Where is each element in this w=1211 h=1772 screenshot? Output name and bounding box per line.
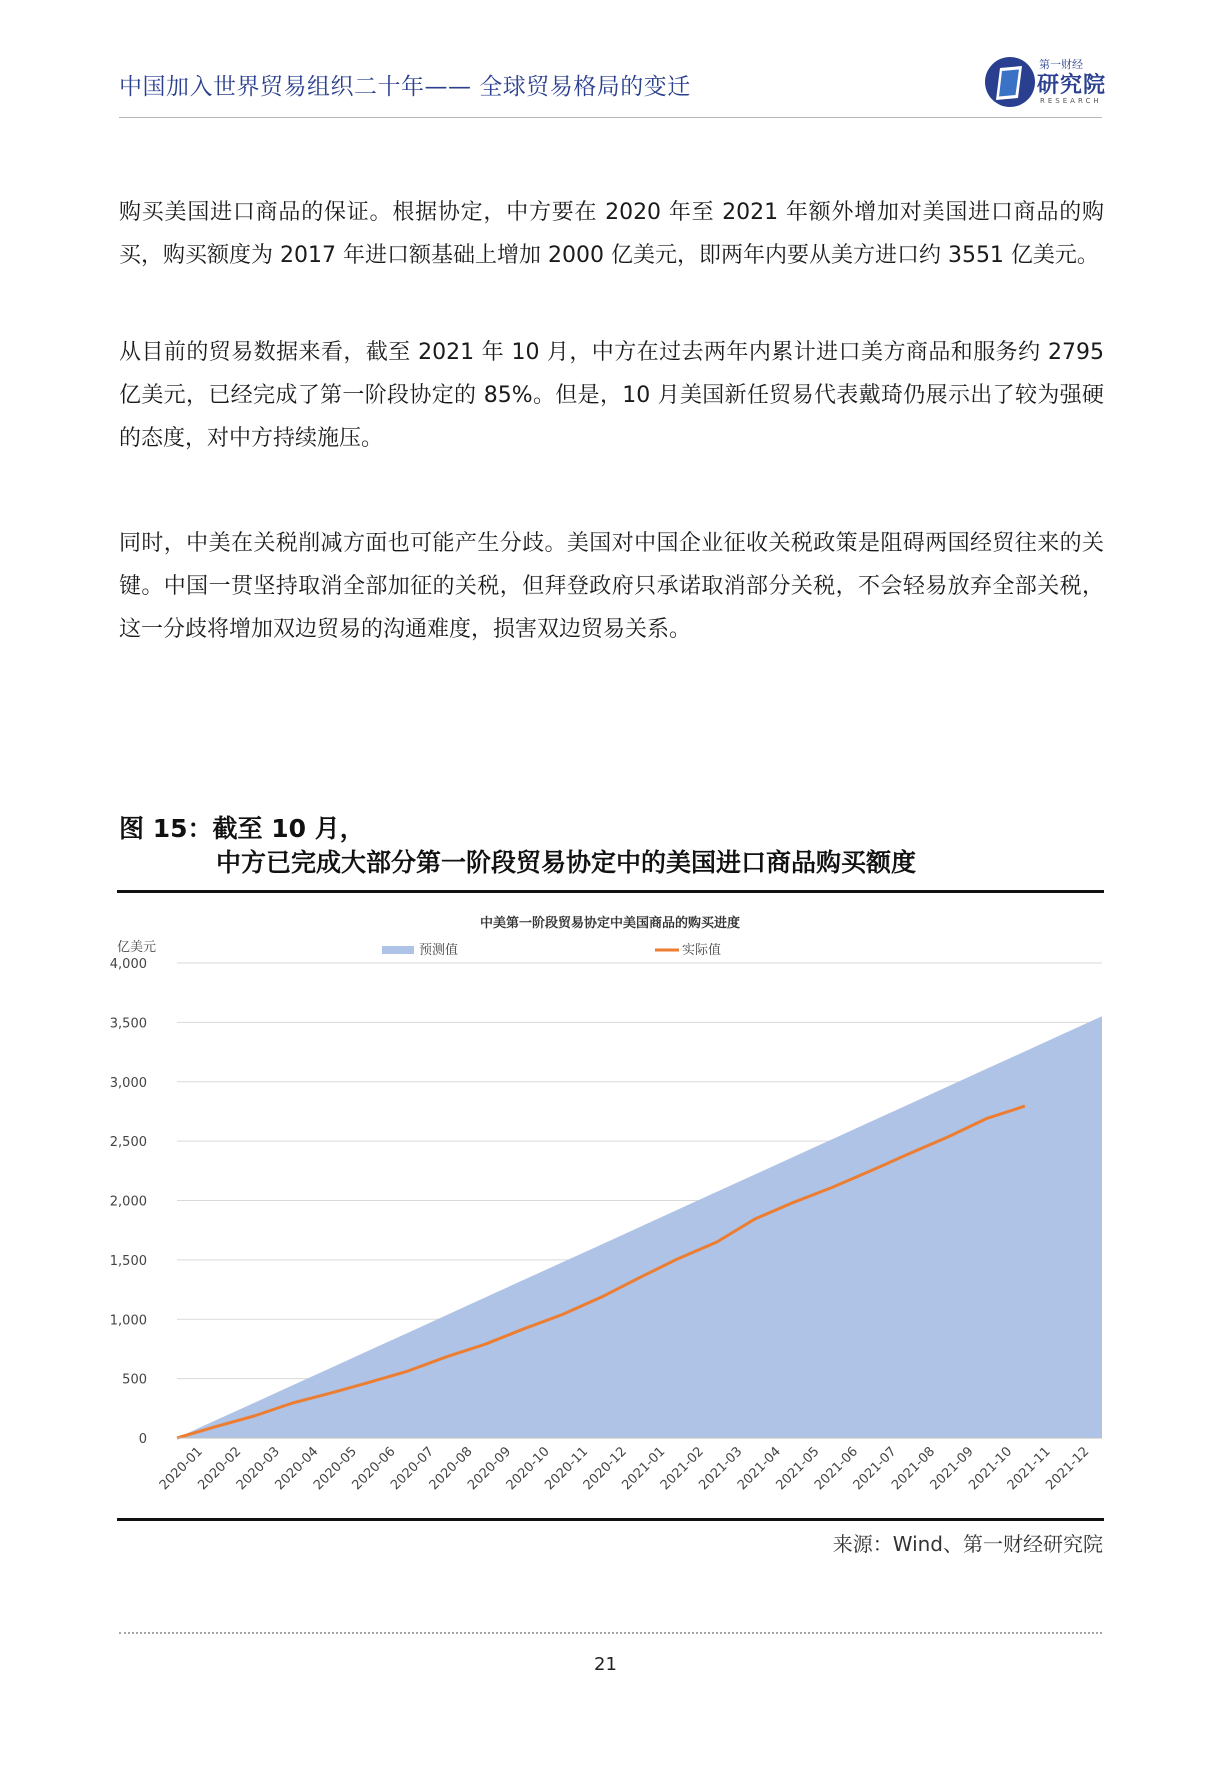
chart-title: 中美第一阶段贸易协定中美国商品的购买进度 <box>479 916 741 931</box>
chart-canvas <box>109 893 1104 1517</box>
x-tick-label: 2020-05 <box>310 1444 360 1494</box>
legend-swatch-forecast <box>382 946 414 954</box>
body-paragraph-1: 购买美国进口商品的保证。根据协定，中方要在 2020 年至 2021 年额外增加对美国进口商品的购买，购买额度为 2017 年进口额基础上增加 2000 亿美元，即两年内要从美方进口约 3551 亿美元。 <box>119 200 1104 268</box>
legend-label-forecast: 预测值 <box>419 943 459 958</box>
x-tick-label: 2021-08 <box>889 1444 939 1494</box>
x-tick-label: 2020-10 <box>503 1444 553 1494</box>
y-tick-label: 3,000 <box>109 1075 147 1091</box>
x-tick-label: 2021-12 <box>1043 1444 1093 1494</box>
page-header <box>0 0 1211 118</box>
forecast-area <box>177 1016 1102 1438</box>
x-tick-label: 2021-06 <box>812 1444 862 1494</box>
x-tick-label: 2021-11 <box>1004 1444 1054 1494</box>
y-tick-label: 2,000 <box>109 1194 147 1210</box>
x-tick-label: 2020-07 <box>388 1444 438 1494</box>
research-logo <box>982 54 1106 110</box>
x-tick-label: 2021-03 <box>696 1444 746 1494</box>
purchase-progress-chart <box>109 893 1104 1517</box>
logo-top-text: 第一财经 <box>1039 58 1083 71</box>
x-tick-label: 2020-03 <box>233 1444 283 1494</box>
x-tick-label: 2021-09 <box>927 1444 977 1494</box>
x-tick-label: 2021-01 <box>619 1444 669 1494</box>
x-tick-label: 2021-02 <box>657 1444 707 1494</box>
figure-title-line-1: 图 15：截至 10 月， <box>119 814 365 843</box>
figure-source: 来源：Wind、第一财经研究院 <box>832 1532 1103 1556</box>
body-paragraph-3: 同时，中美在关税削减方面也可能产生分歧。美国对中国企业征收关税政策是阻碍两国经贸往来的关键。中国一贯坚持取消全部加征的关税，但拜登政府只承诺取消部分关税，不会轻易放弃全部关税，这一分歧将增加双边贸易的沟通难度，损害双边贸易关系。 <box>119 531 1104 642</box>
y-tick-label: 3,500 <box>109 1016 147 1032</box>
y-axis-label: 亿美元 <box>117 940 157 955</box>
y-tick-label: 500 <box>122 1372 147 1388</box>
header-divider <box>119 117 1102 118</box>
x-tick-label: 2020-12 <box>580 1444 630 1494</box>
x-tick-label: 2020-09 <box>465 1444 515 1494</box>
legend-label-actual: 实际值 <box>682 943 722 958</box>
x-tick-label: 2020-08 <box>426 1444 476 1494</box>
x-tick-label: 2020-06 <box>349 1444 399 1494</box>
x-tick-label: 2021-04 <box>734 1444 784 1494</box>
y-tick-label: 2,500 <box>109 1135 147 1151</box>
x-tick-label: 2020-02 <box>195 1444 245 1494</box>
y-tick-label: 4,000 <box>109 957 147 972</box>
footer-divider <box>119 1632 1102 1634</box>
page-number: 21 <box>594 1654 617 1675</box>
x-tick-label: 2020-01 <box>156 1444 206 1494</box>
x-tick-label: 2021-05 <box>773 1444 823 1494</box>
y-tick-label: 0 <box>138 1432 147 1447</box>
figure-bottom-rule <box>117 1518 1104 1521</box>
header-title: 中国加入世界贸易组织二十年—— 全球贸易格局的变迁 <box>119 74 691 100</box>
x-tick-label: 2020-11 <box>542 1444 592 1494</box>
x-tick-label: 2021-07 <box>850 1444 900 1494</box>
logo-sub-text: RESEARCH <box>1040 97 1102 105</box>
x-tick-label: 2020-04 <box>272 1444 322 1494</box>
logo-emblem-icon <box>982 54 1038 110</box>
figure-title <box>119 812 916 880</box>
y-tick-label: 1,000 <box>109 1313 147 1329</box>
body-paragraph-2: 从目前的贸易数据来看，截至 2021 年 10 月，中方在过去两年内累计进口美方商品和服务约 2795 亿美元，已经完成了第一阶段协定的 85%。但是，10 月美国新任贸易代表戴琦仍展示出了较为强硬的态度，对中方持续施压。 <box>119 340 1104 451</box>
logo-main-text: 研究院 <box>1037 73 1107 98</box>
x-tick-label: 2021-10 <box>966 1444 1016 1494</box>
y-tick-label: 1,500 <box>109 1253 147 1269</box>
figure-title-line-2: 中方已完成大部分第一阶段贸易协定中的美国进口商品购买额度 <box>216 848 917 877</box>
